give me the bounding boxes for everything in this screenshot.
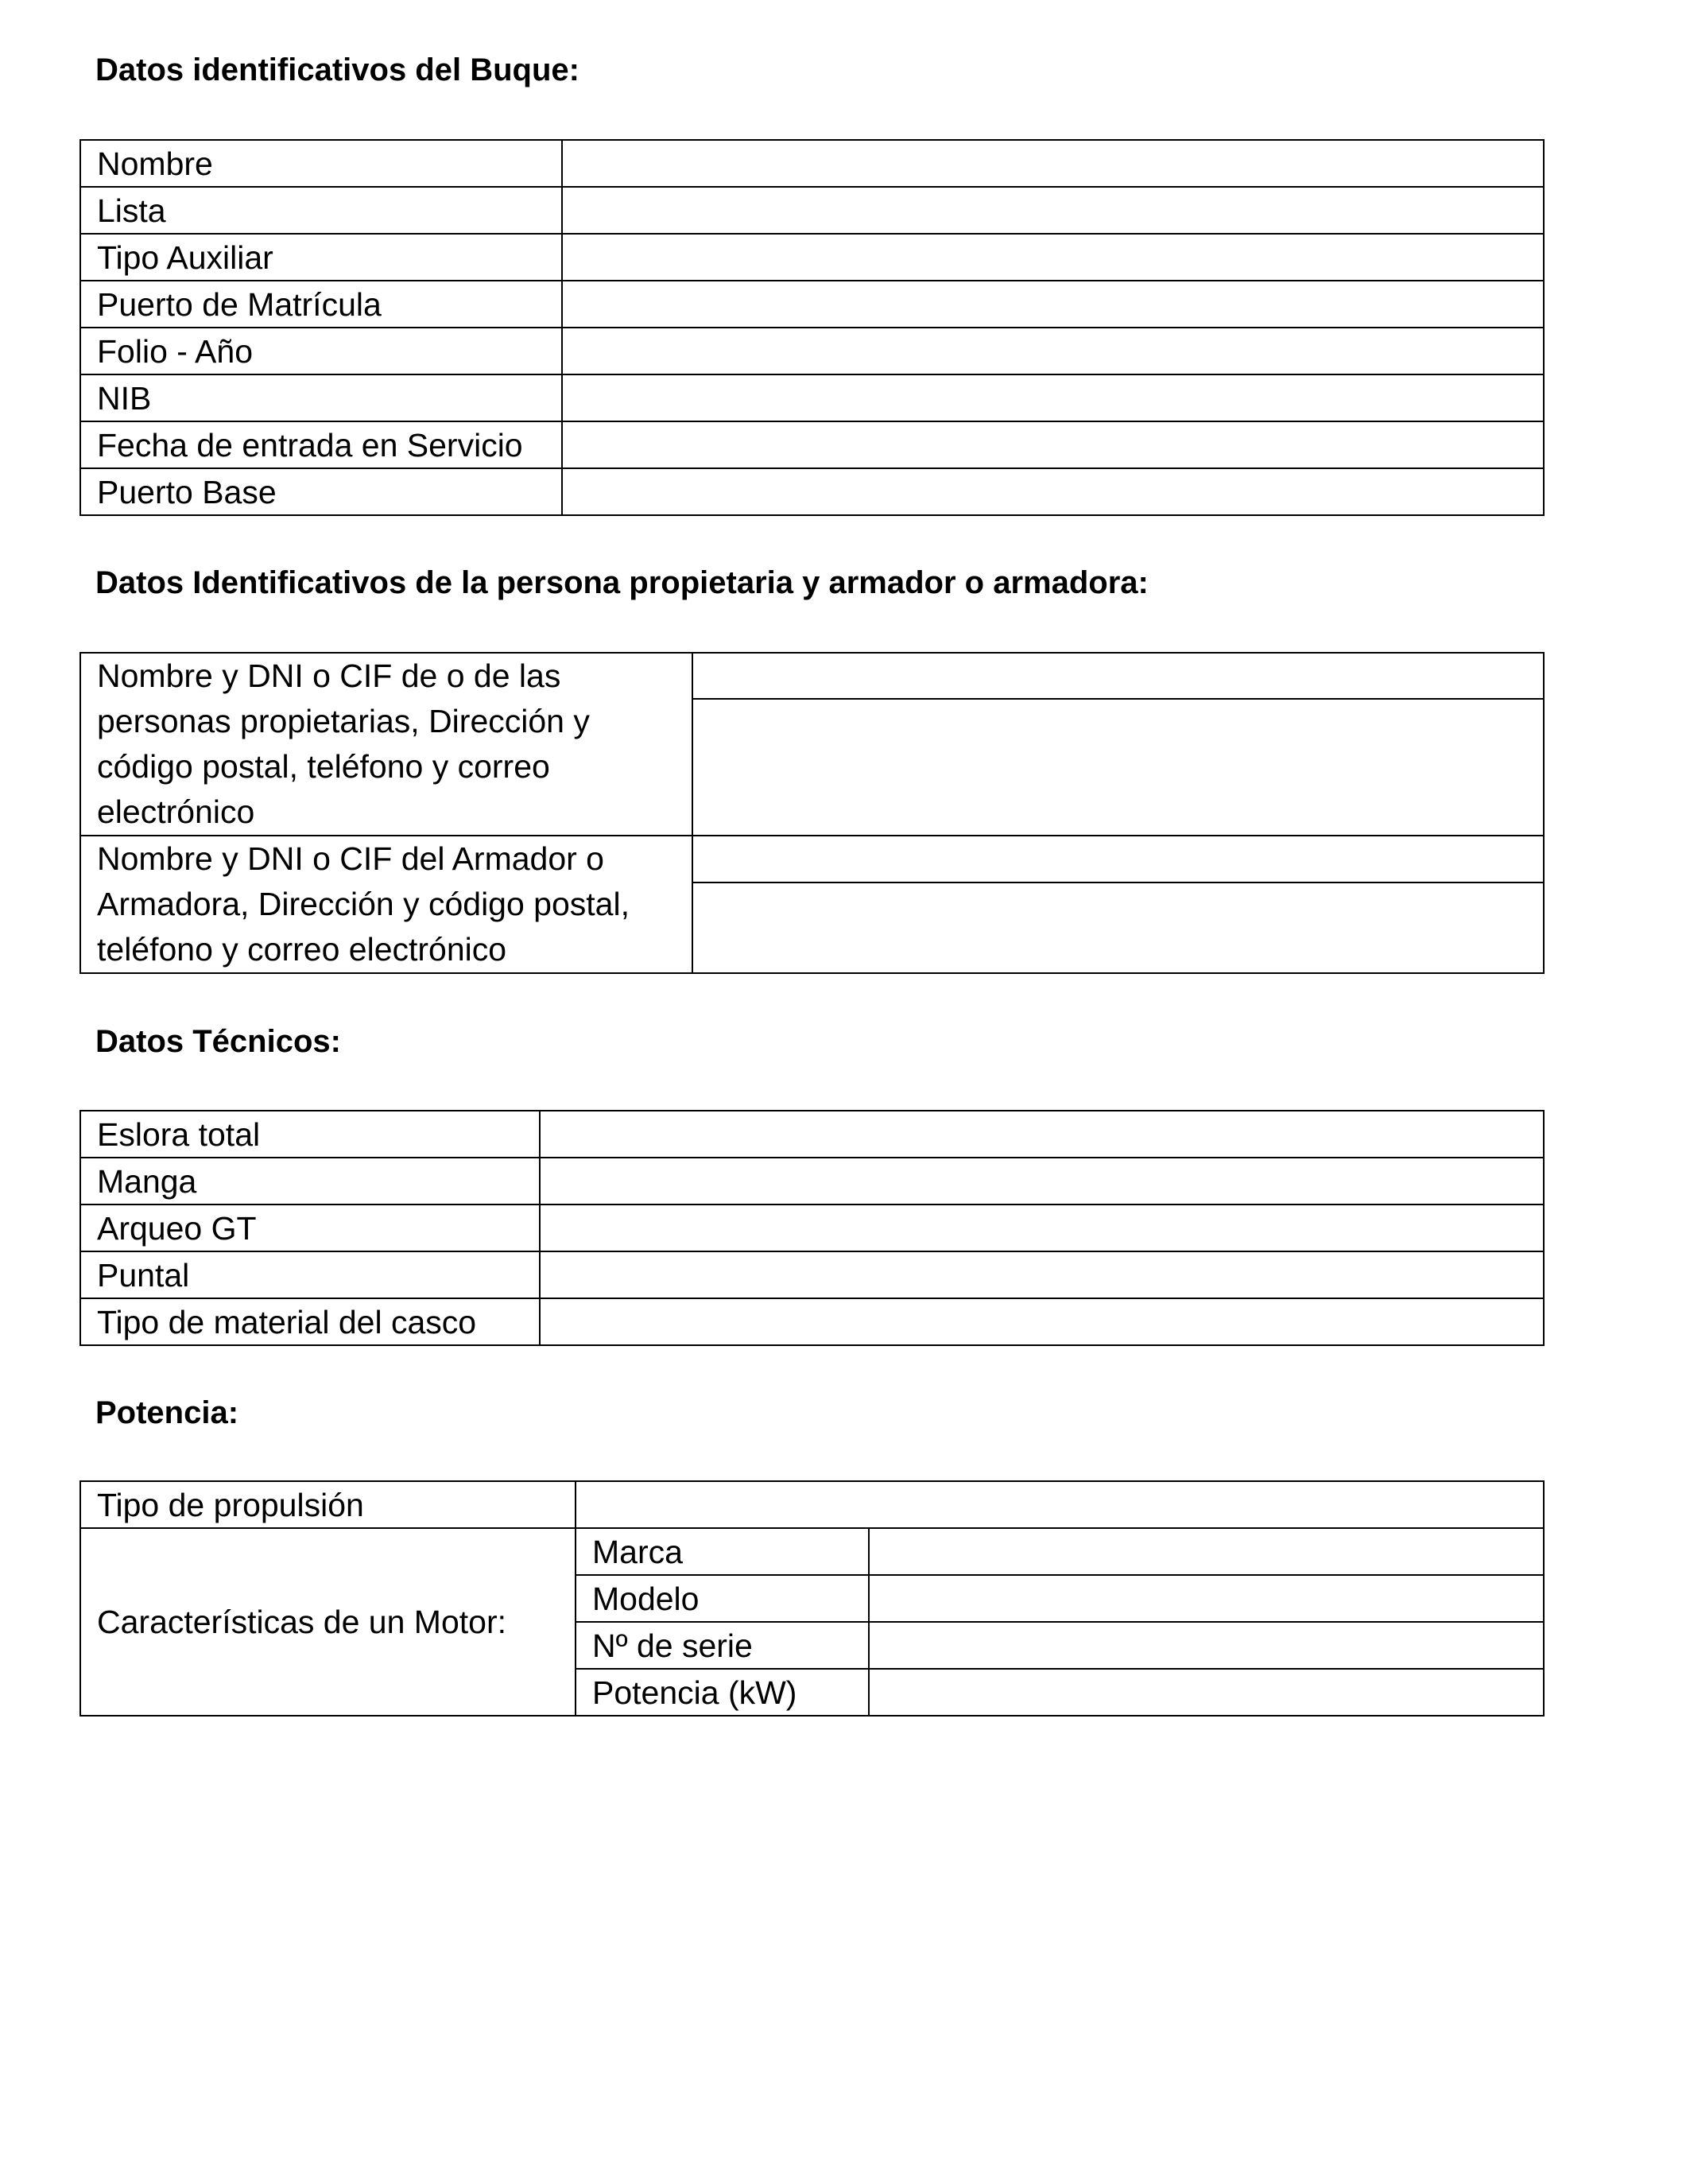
technical-field-eslora[interactable] <box>540 1111 1544 1158</box>
technical-heading: Datos Técnicos: <box>95 1024 341 1059</box>
vessel-field-nombre[interactable] <box>562 140 1544 187</box>
vessel-table <box>79 139 1545 516</box>
owner-label-propietarias: Nombre y DNI o CIF de o de las personas propietarias, Dirección y código postal, teléfono y correo electrónico <box>80 653 692 836</box>
table-row <box>80 1251 1544 1298</box>
table-row <box>80 374 1544 421</box>
engine-label-modelo: Modelo <box>576 1575 869 1622</box>
vessel-field-lista[interactable] <box>562 187 1544 234</box>
table-row <box>80 328 1544 374</box>
owner-label-armador: Nombre y DNI o CIF del Armador o Armadora, Dirección y código postal, teléfono y correo electrónico <box>80 836 692 973</box>
engine-label-serie: Nº de serie <box>576 1622 869 1669</box>
vessel-label-tipo-auxiliar: Tipo Auxiliar <box>80 234 562 281</box>
vessel-label-puerto-base: Puerto Base <box>80 468 562 515</box>
power-field-propulsion[interactable] <box>576 1481 1544 1528</box>
engine-label-potencia: Potencia (kW) <box>576 1669 869 1716</box>
owner-field-propietarias-line2[interactable] <box>692 699 1544 836</box>
table-row <box>80 1528 1544 1575</box>
table-row <box>80 836 1544 883</box>
owner-field-propietarias-line1[interactable] <box>692 653 1544 699</box>
technical-label-puntal: Puntal <box>80 1251 540 1298</box>
table-row <box>80 140 1544 187</box>
engine-field-potencia[interactable] <box>869 1669 1544 1716</box>
vessel-field-fecha-servicio[interactable] <box>562 421 1544 468</box>
technical-field-arqueo[interactable] <box>540 1204 1544 1251</box>
table-row <box>80 187 1544 234</box>
vessel-label-nombre: Nombre <box>80 140 562 187</box>
technical-field-puntal[interactable] <box>540 1251 1544 1298</box>
vessel-label-puerto-matricula: Puerto de Matrícula <box>80 281 562 328</box>
technical-field-material-casco[interactable] <box>540 1298 1544 1345</box>
table-row <box>80 1111 1544 1158</box>
vessel-field-puerto-base[interactable] <box>562 468 1544 515</box>
table-row <box>80 1298 1544 1345</box>
vessel-heading: Datos identificativos del Buque: <box>95 52 579 87</box>
table-row <box>80 421 1544 468</box>
table-row <box>80 1158 1544 1204</box>
power-label-propulsion: Tipo de propulsión <box>80 1481 576 1528</box>
power-table <box>79 1480 1545 1717</box>
table-row <box>80 281 1544 328</box>
vessel-label-nib: NIB <box>80 374 562 421</box>
engine-field-marca[interactable] <box>869 1528 1544 1575</box>
vessel-label-lista: Lista <box>80 187 562 234</box>
table-row <box>80 1204 1544 1251</box>
owner-heading: Datos Identificativos de la persona propietaria y armador o armadora: <box>95 565 1149 600</box>
technical-label-manga: Manga <box>80 1158 540 1204</box>
technical-label-material-casco: Tipo de material del casco <box>80 1298 540 1345</box>
vessel-field-puerto-matricula[interactable] <box>562 281 1544 328</box>
technical-table <box>79 1110 1545 1346</box>
owner-field-armador-line1[interactable] <box>692 836 1544 883</box>
owner-field-armador-line2[interactable] <box>692 883 1544 973</box>
engine-field-modelo[interactable] <box>869 1575 1544 1622</box>
table-row <box>80 468 1544 515</box>
vessel-field-nib[interactable] <box>562 374 1544 421</box>
vessel-field-tipo-auxiliar[interactable] <box>562 234 1544 281</box>
engine-label-marca: Marca <box>576 1528 869 1575</box>
power-heading: Potencia: <box>95 1395 239 1430</box>
technical-label-eslora: Eslora total <box>80 1111 540 1158</box>
table-row <box>80 234 1544 281</box>
vessel-field-folio-ano[interactable] <box>562 328 1544 374</box>
table-row <box>80 1481 1544 1528</box>
power-label-engine: Características de un Motor: <box>80 1528 576 1716</box>
table-row <box>80 653 1544 699</box>
vessel-label-fecha-servicio: Fecha de entrada en Servicio <box>80 421 562 468</box>
owner-table <box>79 652 1545 974</box>
technical-field-manga[interactable] <box>540 1158 1544 1204</box>
vessel-label-folio-ano: Folio - Año <box>80 328 562 374</box>
engine-field-serie[interactable] <box>869 1622 1544 1669</box>
technical-label-arqueo: Arqueo GT <box>80 1204 540 1251</box>
